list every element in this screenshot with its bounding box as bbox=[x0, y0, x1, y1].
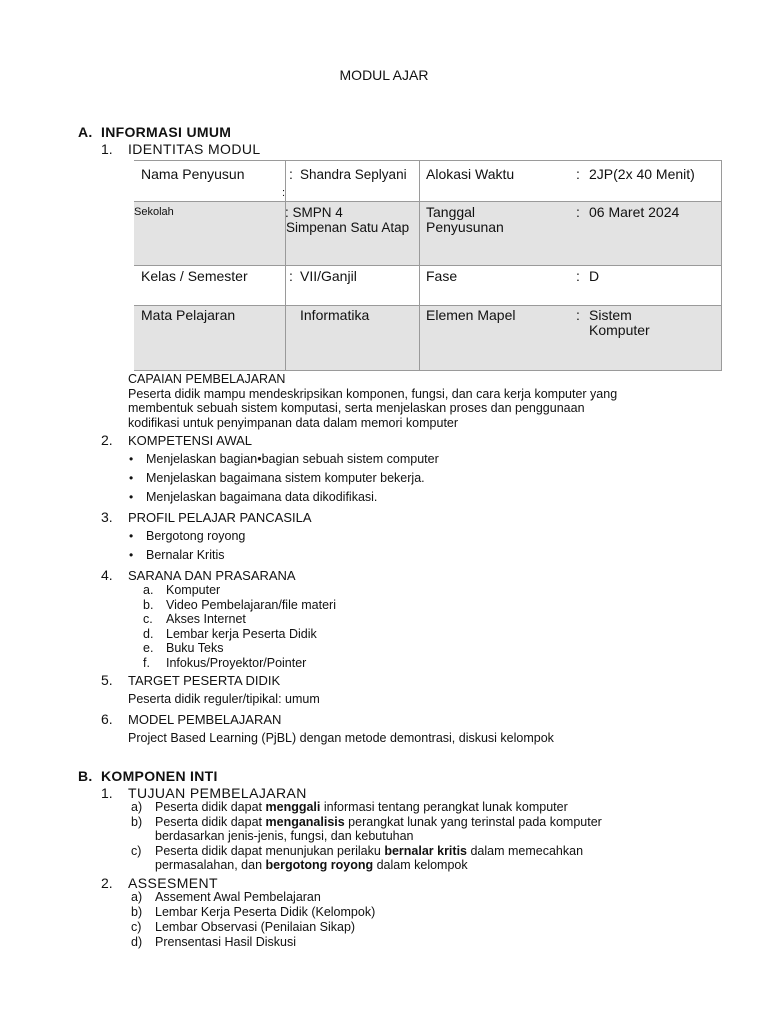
capaian-line: Peserta didik mampu mendeskripsikan komponen, fungsi, dan cara kerja komputer yang bbox=[128, 386, 618, 401]
tujuan-number: 1. bbox=[101, 785, 113, 801]
capaian-block bbox=[128, 372, 617, 430]
section-a-heading: INFORMASI UMUM bbox=[101, 124, 232, 140]
emphasis: menggali bbox=[265, 800, 321, 814]
colon: : bbox=[576, 166, 580, 182]
list-item: Menjelaskan bagaimana sistem komputer bekerja. bbox=[146, 471, 425, 485]
list-text: permasalahan, dan bbox=[155, 858, 266, 872]
list-text: Assement Awal Pembelajaran bbox=[155, 890, 321, 904]
capaian-heading: CAPAIAN PEMBELAJARAN bbox=[128, 372, 286, 386]
list-marker: e. bbox=[143, 641, 154, 655]
identity-table bbox=[134, 160, 722, 371]
capaian-line: membentuk sebuah sistem komputasi, serta menjelaskan proses dan penggunaan bbox=[128, 401, 585, 415]
bullet: • bbox=[129, 490, 134, 504]
list-marker: a) bbox=[131, 800, 143, 814]
list-text: perangkat lunak yang terinstal pada komputer bbox=[344, 814, 602, 829]
sarana-number: 4. bbox=[101, 567, 113, 583]
list-item-continuation bbox=[131, 858, 602, 873]
list-marker: c) bbox=[131, 920, 142, 934]
label-alokasi-waktu: Alokasi Waktu bbox=[426, 166, 515, 182]
list-text: dalam kelompok bbox=[373, 858, 468, 872]
colon: : bbox=[576, 307, 580, 323]
colon: : bbox=[576, 268, 580, 284]
section-a-letter: A. bbox=[78, 124, 93, 140]
list-marker: c) bbox=[131, 843, 142, 858]
label-mata-pelajaran: Mata Pelajaran bbox=[141, 307, 236, 323]
list-text: Lembar Observasi (Penilaian Sikap) bbox=[155, 920, 356, 934]
target-text: Peserta didik reguler/tipikal: umum bbox=[128, 692, 320, 706]
tujuan-list bbox=[131, 800, 602, 873]
value-tanggal: 06 Maret 2024 bbox=[589, 204, 680, 220]
value-kelas-semester: VII/Ganjil bbox=[300, 268, 357, 284]
label-sekolah: Sekolah bbox=[134, 206, 174, 218]
list-item bbox=[131, 800, 602, 815]
label-elemen-mapel: Elemen Mapel bbox=[426, 307, 516, 323]
list-item bbox=[131, 844, 602, 859]
section-b-heading: KOMPONEN INTI bbox=[101, 768, 218, 784]
list-marker: d) bbox=[131, 935, 143, 949]
list-marker: a) bbox=[131, 890, 143, 904]
list-text: Komputer bbox=[166, 583, 221, 597]
kompetensi-number: 2. bbox=[101, 432, 113, 448]
bullet: • bbox=[129, 548, 134, 562]
tujuan-heading: TUJUAN PEMBELAJARAN bbox=[128, 785, 307, 801]
assesment-list bbox=[131, 890, 375, 950]
list-item bbox=[131, 905, 375, 920]
value-nama-penyusun: Shandra Seplyani bbox=[300, 167, 407, 182]
list-item bbox=[131, 920, 375, 935]
bullet: • bbox=[129, 452, 134, 466]
list-text: dalam memecahkan bbox=[467, 843, 584, 858]
emphasis: menganalisis bbox=[265, 814, 345, 829]
model-text: Project Based Learning (PjBL) dengan metode demontrasi, diskusi kelompok bbox=[128, 731, 554, 745]
list-item bbox=[143, 598, 336, 613]
list-text: Lembar kerja Peserta Didik bbox=[166, 626, 317, 641]
assesment-number: 2. bbox=[101, 875, 113, 891]
list-item: Menjelaskan bagaimana data dikodifikasi. bbox=[146, 490, 378, 504]
list-item bbox=[143, 641, 336, 656]
list-item: Bernalar Kritis bbox=[146, 548, 225, 562]
profil-number: 3. bbox=[101, 509, 113, 525]
list-item: Menjelaskan bagian•bagian sebuah sistem computer bbox=[146, 452, 439, 466]
sarana-list bbox=[143, 583, 336, 670]
emphasis: bergotong royong bbox=[265, 858, 374, 872]
colon: : bbox=[289, 268, 293, 284]
identitas-heading: IDENTITAS MODUL bbox=[128, 141, 261, 157]
model-heading: MODEL PEMBELAJARAN bbox=[128, 712, 282, 727]
list-text: Infokus/Proyektor/Pointer bbox=[166, 655, 307, 670]
label-tanggal-line1: Tanggal bbox=[426, 204, 476, 220]
colon: : bbox=[289, 166, 293, 182]
kompetensi-heading: KOMPETENSI AWAL bbox=[128, 433, 253, 448]
list-text: Peserta didik dapat bbox=[155, 814, 266, 829]
label-fase: Fase bbox=[426, 268, 458, 284]
list-item bbox=[143, 612, 336, 627]
label-kelas-semester: Kelas / Semester bbox=[141, 268, 248, 284]
value-sekolah-line1: : SMPN 4 bbox=[285, 205, 343, 220]
value-alokasi-waktu: 2JP(2x 40 Menit) bbox=[589, 166, 695, 182]
list-text: informasi tentang perangkat lunak komputer bbox=[320, 800, 568, 814]
list-text: Prensentasi Hasil Diskusi bbox=[155, 935, 297, 949]
value-fase: D bbox=[589, 268, 600, 284]
page-title: MODUL AJAR bbox=[339, 67, 429, 83]
list-text: Peserta didik dapat bbox=[155, 800, 266, 814]
list-marker: f. bbox=[143, 655, 150, 670]
target-heading: TARGET PESERTA DIDIK bbox=[128, 673, 281, 688]
sarana-heading: SARANA DAN PRASARANA bbox=[128, 568, 296, 583]
list-item bbox=[143, 656, 336, 671]
colon: : bbox=[576, 204, 580, 220]
list-item bbox=[131, 935, 375, 950]
value-elemen-line2: Komputer bbox=[589, 322, 650, 338]
list-item: Bergotong royong bbox=[146, 529, 246, 543]
list-item bbox=[143, 627, 336, 642]
bullet: • bbox=[129, 529, 134, 543]
value-elemen-line1: Sistem bbox=[589, 307, 632, 323]
identitas-number: 1. bbox=[101, 141, 113, 157]
section-b-letter: B. bbox=[78, 768, 93, 784]
list-text: Video Pembelajaran/file materi bbox=[166, 597, 337, 612]
assesment-heading: ASSESMENT bbox=[128, 875, 218, 891]
list-marker: a. bbox=[143, 583, 154, 597]
list-text: Peserta didik dapat menunjukan perilaku bbox=[155, 843, 385, 858]
label-tanggal-line2: Penyusunan bbox=[426, 219, 504, 235]
bullet: • bbox=[129, 471, 134, 485]
list-item bbox=[143, 583, 336, 598]
list-marker: c. bbox=[143, 612, 153, 626]
profil-heading: PROFIL PELAJAR PANCASILA bbox=[128, 510, 312, 525]
target-number: 5. bbox=[101, 672, 113, 688]
label-nama-penyusun: Nama Penyusun bbox=[141, 166, 245, 182]
list-text: Akses Internet bbox=[166, 612, 246, 626]
list-item bbox=[131, 815, 602, 830]
list-item-continuation: berdasarkan jenis-jenis, fungsi, dan kebutuhan bbox=[155, 829, 414, 843]
model-number: 6. bbox=[101, 711, 113, 727]
colon: : bbox=[282, 187, 286, 199]
list-marker: d. bbox=[143, 626, 154, 641]
capaian-line: kodifikasi untuk penyimpanan data dalam memori komputer bbox=[128, 415, 459, 430]
list-text: Lembar Kerja Peserta Didik (Kelompok) bbox=[155, 905, 376, 919]
emphasis: bernalar kritis bbox=[384, 843, 467, 858]
value-mata-pelajaran: Informatika bbox=[300, 307, 370, 323]
value-sekolah-line2: Simpenan Satu Atap bbox=[286, 220, 410, 235]
list-text: Buku Teks bbox=[166, 641, 224, 655]
list-marker: b. bbox=[143, 597, 154, 612]
list-marker: b) bbox=[131, 905, 143, 919]
list-item bbox=[131, 890, 375, 905]
list-marker: b) bbox=[131, 814, 143, 829]
